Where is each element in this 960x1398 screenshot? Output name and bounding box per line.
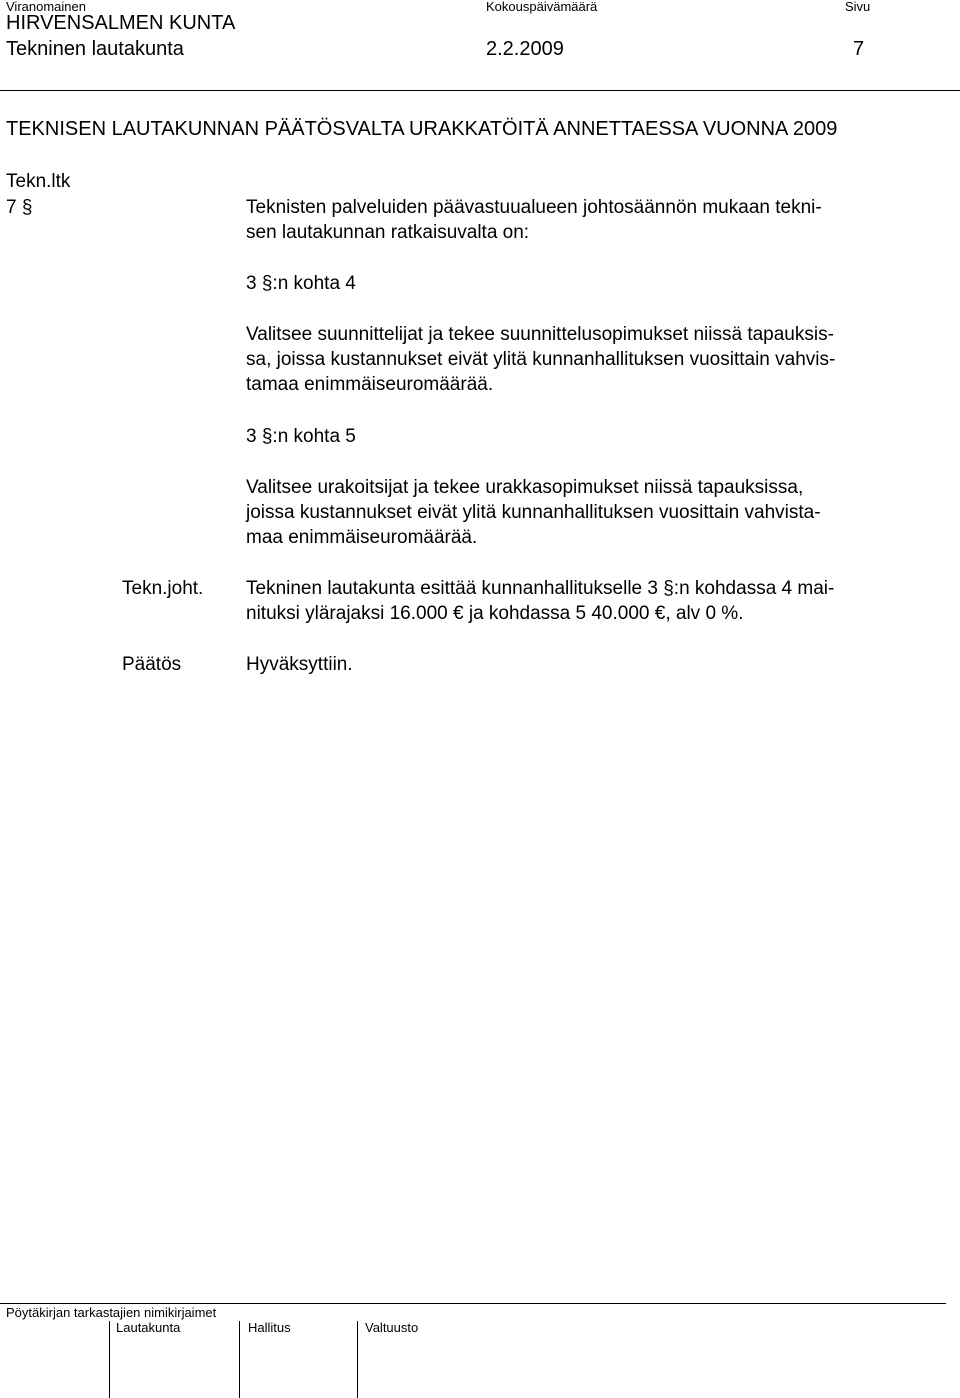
clause-5-line-2: joissa kustannukset eivät ylitä kunnanhallituksen vuosittain vahvista- xyxy=(246,502,821,523)
clause-4-line-1: Valitsee suunnittelijat ja tekee suunnittelusopimukset niissä tapauksis- xyxy=(246,324,834,345)
clause-4-line-2: sa, joissa kustannukset eivät ylitä kunnanhallituksen vuosittain vahvis- xyxy=(246,349,836,370)
footer-col-lautakunta: Lautakunta xyxy=(116,1320,181,1335)
clause-4-heading: 3 §:n kohta 4 xyxy=(246,273,356,294)
clause-5-line-1: Valitsee urakoitsijat ja tekee urakkasopimukset niissä tapauksissa, xyxy=(246,477,804,498)
footer-title: Pöytäkirjan tarkastajien nimikirjaimet xyxy=(6,1305,217,1320)
decision-label: Päätös xyxy=(122,654,182,675)
board-name: Tekninen lautakunta xyxy=(6,38,184,60)
footer-column-rule-2 xyxy=(239,1321,240,1398)
intro-line-2: sen lautakunnan ratkaisuvalta on: xyxy=(246,222,530,243)
header-page-label: Sivu xyxy=(845,0,871,14)
header-date-label: Kokouspäivämäärä xyxy=(486,0,598,14)
section-number: 7 § xyxy=(6,197,33,218)
footer-divider xyxy=(0,1303,946,1304)
header-authority-label: Viranomainen xyxy=(6,0,86,14)
ref-abbr: Tekn.ltk xyxy=(6,171,71,192)
header-divider xyxy=(0,90,960,91)
proposal-line-1: Tekninen lautakunta esittää kunnanhallitukselle 3 §:n kohdassa 4 mai- xyxy=(246,578,835,599)
clause-4-line-3: tamaa enimmäiseuromäärää. xyxy=(246,374,494,395)
municipality-name: HIRVENSALMEN KUNTA xyxy=(6,12,236,34)
document-title: TEKNISEN LAUTAKUNNAN PÄÄTÖSVALTA URAKKATÖITÄ ANNETTAESSA VUONNA 2009 xyxy=(6,118,838,140)
footer-col-valtuusto: Valtuusto xyxy=(365,1320,419,1335)
decision-text: Hyväksyttiin. xyxy=(246,654,353,675)
meeting-date: 2.2.2009 xyxy=(486,38,564,60)
footer-column-rule-1 xyxy=(109,1321,110,1398)
clause-5-heading: 3 §:n kohta 5 xyxy=(246,426,356,447)
page-number: 7 xyxy=(853,38,865,60)
proposal-line-2: nituksi ylärajaksi 16.000 € ja kohdassa 5 40.000 €, alv 0 %. xyxy=(246,603,744,624)
clause-5-line-3: maa enimmäiseuromäärää. xyxy=(246,527,478,548)
footer-column-rule-3 xyxy=(357,1321,358,1398)
footer-col-hallitus: Hallitus xyxy=(248,1320,291,1335)
proposal-label: Tekn.joht. xyxy=(122,578,204,599)
intro-line-1: Teknisten palveluiden päävastuualueen johtosäännön mukaan tekni- xyxy=(246,197,822,218)
